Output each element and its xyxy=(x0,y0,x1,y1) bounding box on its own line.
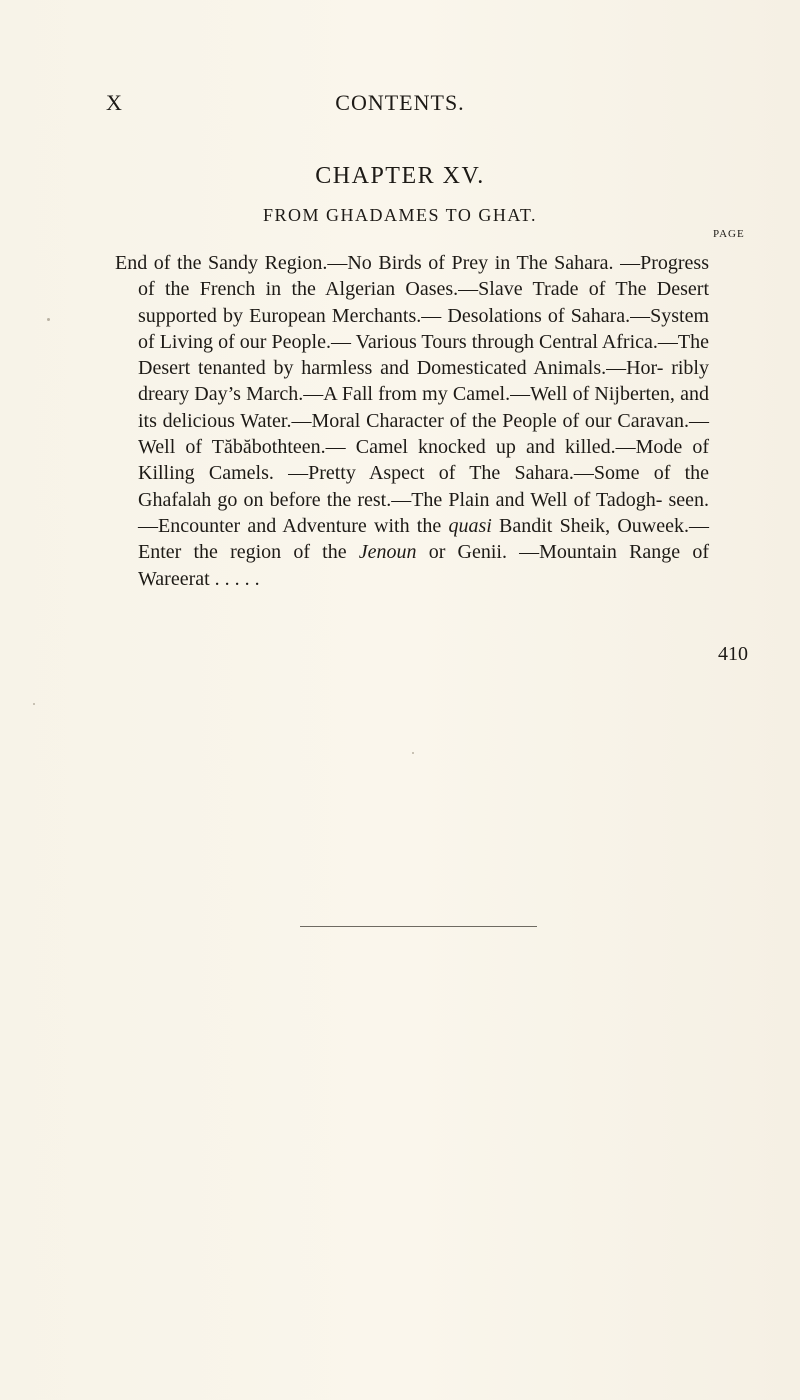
paper-speck xyxy=(47,318,50,321)
running-title: CONTENTS. xyxy=(335,90,465,115)
synopsis-italic-quasi: quasi xyxy=(448,514,492,537)
running-head xyxy=(0,90,800,120)
chapter-heading: CHAPTER XV. xyxy=(315,163,485,189)
synopsis-text-start: End of the Sandy Region.—No Birds of Prey in The Sahara. —Progress of the French in the Algerian Oases.—Slave Trade of The Desert supported by European Merchants.— Desolations of Sahara.—System of Living of our People.— Various Tours through Central Africa.—The Desert tenanted by harmless and Domesticated Animals.—Hor- ribly dreary Day’s March.—A Fall from my Camel.—Well of Nijberten, and its delicious Water.—Moral Character of the People of our Caravan.—Well of Tăbăbothteen.— Camel knocked up and killed.—Mode of Killing Camels. —Pretty Aspect of The Sahara.—Some of the Ghafalah go on before the rest.—The Plain and Well of Tadogh- seen.—Encounter and Adventure with the xyxy=(115,252,709,537)
synopsis-text-end: or Genii. —Mountain Range of Wareerat . . . . . xyxy=(138,541,710,590)
synopsis-text-middle: Bandit Sheik, Ouweek.—Enter the region of the xyxy=(138,514,709,564)
chapter-title: FROM GHADAMES TO GHAT. xyxy=(262,205,538,225)
paper-speck xyxy=(412,752,414,754)
page-reference-number: 410 xyxy=(718,643,748,665)
page-numeral: X xyxy=(106,90,123,115)
section-rule xyxy=(300,926,537,927)
synopsis-italic-jenoun: Jenoun xyxy=(358,541,417,564)
chapter-synopsis xyxy=(115,250,709,592)
paper-speck xyxy=(33,703,35,705)
page-column-label: PAGE xyxy=(713,228,745,240)
